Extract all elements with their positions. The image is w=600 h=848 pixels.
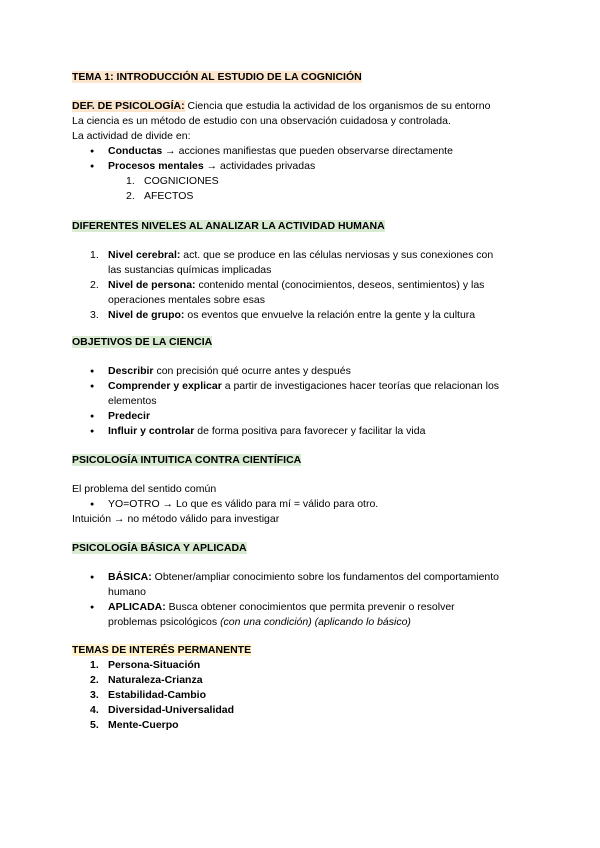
list-item: 3. Estabilidad-Cambio bbox=[90, 689, 207, 701]
definition-label: DEF. DE PSICOLOGÍA: bbox=[72, 100, 185, 112]
intuitive-line-1: El problema del sentido común bbox=[72, 483, 217, 495]
list-item: ● Influir y controlar de forma positiva para favorecer y facilitar la vida bbox=[72, 424, 540, 439]
activity-list bbox=[72, 144, 540, 174]
section-heading: DIFERENTES NIVELES AL ANALIZAR LA ACTIVIDAD HUMANA bbox=[72, 220, 385, 232]
definition-line-3: La actividad de divide en: bbox=[72, 130, 191, 142]
section-heading: PSICOLOGÍA BÁSICA Y APLICADA bbox=[72, 542, 247, 554]
list-item: ● YO=OTRO → Lo que es válido para mí = válido para otro. bbox=[72, 497, 540, 512]
basic-applied-list bbox=[72, 570, 540, 630]
list-item: 4. Diversidad-Universalidad bbox=[90, 704, 235, 716]
levels-list bbox=[72, 248, 540, 323]
list-item: ● BÁSICA: Obtener/ampliar conocimiento sobre los fundamentos del comportamiento humano bbox=[72, 570, 540, 600]
list-item: 1. Nivel cerebral: act. que se produce en las células nerviosas y sus conexiones con las sustancias químicas implicadas bbox=[90, 249, 494, 276]
definition-line-2: La ciencia es un método de estudio con una observación cuidadosa y controlada. bbox=[72, 115, 451, 127]
section-heading: TEMAS DE INTERÉS PERMANENTE bbox=[72, 644, 252, 656]
list-item: 5. Mente-Cuerpo bbox=[90, 719, 179, 731]
objectives-section bbox=[72, 335, 540, 350]
list-item: 1. COGNICIONES bbox=[126, 175, 219, 187]
topics-list bbox=[72, 658, 540, 733]
definition-section bbox=[72, 99, 540, 204]
document-title-block bbox=[72, 70, 540, 85]
mental-process-sublist bbox=[72, 174, 540, 204]
topics-section bbox=[72, 643, 540, 658]
intuitive-body bbox=[72, 482, 540, 527]
list-item: 2. Naturaleza-Crianza bbox=[90, 674, 203, 686]
levels-section bbox=[72, 219, 540, 234]
list-item: 3. Nivel de grupo: os eventos que envuelve la relación entre la gente y la cultura bbox=[90, 309, 476, 321]
definition-text: Ciencia que estudia la actividad de los organismos de su entorno bbox=[184, 100, 491, 112]
list-item: ● Comprender y explicar a partir de investigaciones hacer teorías que relacionan los elementos bbox=[72, 379, 540, 409]
intuitive-line-2: Intuición → no método válido para investigar bbox=[72, 513, 280, 525]
list-item: ● Conductas → acciones manifiestas que pueden observarse directamente bbox=[72, 144, 540, 159]
section-heading: OBJETIVOS DE LA CIENCIA bbox=[72, 336, 213, 348]
list-item: 1. Persona-Situación bbox=[90, 659, 201, 671]
list-item: 2. Nivel de persona: contenido mental (conocimientos, deseos, sentimientos) y las operaciones mentales sobre esas bbox=[90, 279, 485, 306]
intuitive-section bbox=[72, 453, 540, 468]
basic-applied-section bbox=[72, 541, 540, 556]
document-title: TEMA 1: INTRODUCCIÓN AL ESTUDIO DE LA COGNICIÓN bbox=[72, 71, 362, 83]
list-item: 2. AFECTOS bbox=[126, 190, 194, 202]
list-item: ● Procesos mentales → actividades privadas bbox=[72, 159, 540, 174]
list-item: ● Describir con precisión qué ocurre antes y después bbox=[72, 364, 540, 379]
list-item: ● Predecir bbox=[72, 409, 540, 424]
section-heading: PSICOLOGÍA INTUITICA CONTRA CIENTÍFICA bbox=[72, 454, 302, 466]
list-item: ● APLICADA: Busca obtener conocimientos que permita prevenir o resolver problemas psicológicos (con una condición) (aplicando lo básico) bbox=[72, 600, 540, 630]
objectives-list bbox=[72, 364, 540, 439]
